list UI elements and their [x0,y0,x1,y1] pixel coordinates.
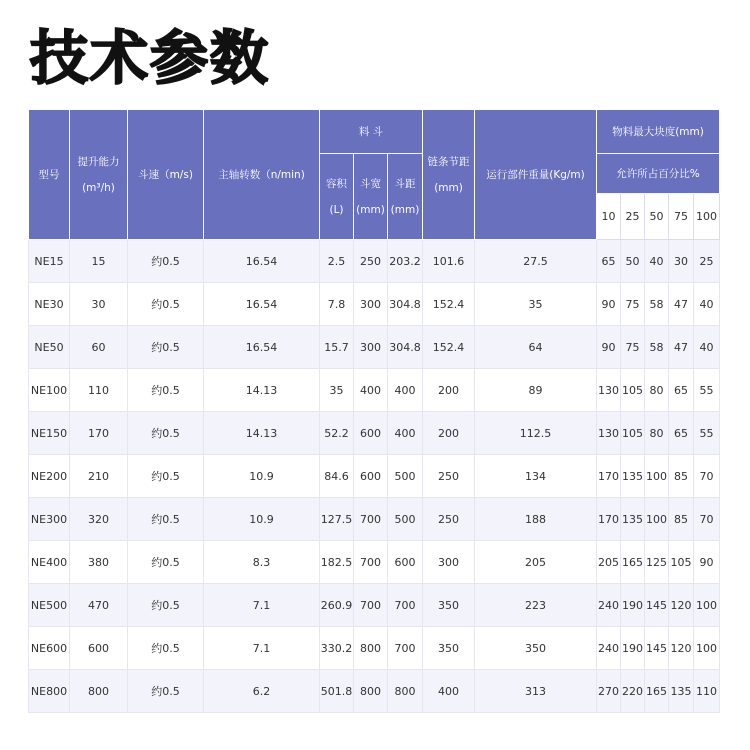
table-cell: 约0.5 [128,283,204,326]
table-cell: 16.54 [204,240,320,283]
table-cell: 800 [354,670,388,713]
header-bucket-volume-label: 容积 [326,177,347,190]
table-cell: 7.8 [320,283,354,326]
table-cell: NE800 [29,670,70,713]
table-cell: 120 [669,584,694,627]
table-cell: 320 [70,498,128,541]
header-chain-pitch [423,110,475,240]
table-cell: 约0.5 [128,584,204,627]
table-cell: 35 [475,283,597,326]
table-cell: 105 [621,369,645,412]
table-cell: NE15 [29,240,70,283]
table-cell: 130 [597,412,621,455]
table-cell: 84.6 [320,455,354,498]
header-percent-75: 75 [669,194,694,240]
table-cell: 约0.5 [128,240,204,283]
table-cell: 152.4 [423,283,475,326]
table-cell: 约0.5 [128,326,204,369]
table-cell: 10.9 [204,455,320,498]
table-cell: 350 [475,627,597,670]
table-cell: 15.7 [320,326,354,369]
table-cell: 240 [597,627,621,670]
table-cell: 约0.5 [128,369,204,412]
table-cell: 110 [694,670,720,713]
table-cell: 70 [694,455,720,498]
table-cell: 约0.5 [128,670,204,713]
table-row [29,627,720,670]
table-cell: 135 [621,455,645,498]
table-cell: 190 [621,584,645,627]
table-cell: 35 [320,369,354,412]
table-cell: 85 [669,455,694,498]
table-cell: 300 [423,541,475,584]
table-cell: 500 [388,455,423,498]
table-cell: 40 [645,240,669,283]
table-cell: 70 [694,498,720,541]
table-cell: 203.2 [388,240,423,283]
table-cell: 700 [388,627,423,670]
table-cell: 205 [475,541,597,584]
spec-table-body [29,240,720,713]
table-cell: 110 [70,369,128,412]
table-cell: 约0.5 [128,541,204,584]
table-cell: 101.6 [423,240,475,283]
table-cell: 250 [423,455,475,498]
table-cell: 800 [354,627,388,670]
table-cell: 205 [597,541,621,584]
table-cell: 14.13 [204,369,320,412]
table-cell: NE400 [29,541,70,584]
table-cell: 40 [694,326,720,369]
table-cell: 27.5 [475,240,597,283]
table-cell: 14.13 [204,412,320,455]
header-bucket-pitch [388,154,423,240]
header-capacity-label: 提升能力 [77,155,120,168]
table-cell: 700 [354,541,388,584]
header-capacity-unit: (m³/h) [82,181,115,194]
table-cell: NE150 [29,412,70,455]
table-row [29,283,720,326]
header-percent-10: 10 [597,194,621,240]
table-cell: 223 [475,584,597,627]
header-lump-sub: 允许所占百分比% [597,154,720,194]
table-cell: 7.1 [204,627,320,670]
header-bucket-width-unit: (mm) [356,203,385,216]
spec-table [28,109,720,713]
table-cell: 800 [70,670,128,713]
table-cell: 30 [669,240,694,283]
header-lump-group: 物料最大块度(mm) [597,110,720,154]
table-cell: 112.5 [475,412,597,455]
table-cell: 400 [388,412,423,455]
table-cell: 700 [354,584,388,627]
header-bucket-volume-unit: (L) [329,203,344,216]
header-model: 型号 [29,110,70,240]
table-row [29,541,720,584]
table-row [29,584,720,627]
table-cell: NE200 [29,455,70,498]
table-cell: 105 [621,412,645,455]
table-cell: 700 [354,498,388,541]
table-row [29,326,720,369]
table-cell: 600 [354,455,388,498]
table-cell: 65 [669,369,694,412]
table-cell: 300 [354,283,388,326]
table-cell: 75 [621,326,645,369]
header-rpm: 主轴转数（n/min) [204,110,320,240]
table-cell: 400 [388,369,423,412]
table-cell: NE30 [29,283,70,326]
table-cell: 600 [388,541,423,584]
table-row [29,240,720,283]
table-cell: 15 [70,240,128,283]
header-bucket-group: 料 斗 [320,110,423,154]
header-chain-pitch-unit: (mm) [434,181,463,194]
table-cell: 100 [645,498,669,541]
table-cell: 152.4 [423,326,475,369]
table-cell: 100 [694,584,720,627]
table-cell: 600 [354,412,388,455]
table-cell: 约0.5 [128,412,204,455]
header-percent-25: 25 [621,194,645,240]
table-cell: 16.54 [204,326,320,369]
table-cell: 170 [597,455,621,498]
table-cell: 170 [597,498,621,541]
header-moving-weight: 运行部件重量(Kg/m) [475,110,597,240]
table-row [29,455,720,498]
table-cell: 400 [423,670,475,713]
table-cell: 250 [423,498,475,541]
table-cell: 220 [621,670,645,713]
table-cell: 89 [475,369,597,412]
table-cell: 58 [645,283,669,326]
table-cell: 105 [669,541,694,584]
table-cell: 250 [354,240,388,283]
table-cell: 64 [475,326,597,369]
table-cell: 40 [694,283,720,326]
header-percent-50: 50 [645,194,669,240]
table-cell: 30 [70,283,128,326]
table-cell: 304.8 [388,326,423,369]
table-cell: NE500 [29,584,70,627]
table-cell: 501.8 [320,670,354,713]
table-cell: 170 [70,412,128,455]
table-cell: 300 [354,326,388,369]
table-cell: 55 [694,412,720,455]
table-cell: 270 [597,670,621,713]
header-bucket-pitch-label: 斗距 [394,177,416,190]
table-cell: 52.2 [320,412,354,455]
table-cell: 47 [669,326,694,369]
table-cell: 10.9 [204,498,320,541]
table-cell: 134 [475,455,597,498]
table-cell: 75 [621,283,645,326]
table-cell: 65 [597,240,621,283]
header-speed: 斗速（m/s) [128,110,204,240]
table-cell: 165 [621,541,645,584]
table-cell: 200 [423,369,475,412]
table-cell: 90 [597,283,621,326]
table-cell: 240 [597,584,621,627]
table-cell: 400 [354,369,388,412]
table-cell: 350 [423,584,475,627]
table-cell: NE100 [29,369,70,412]
header-percent-100: 100 [694,194,720,240]
header-capacity [70,110,128,240]
page-title: 技术参数 [30,24,271,92]
table-cell: 约0.5 [128,627,204,670]
header-bucket-pitch-unit: (mm) [390,203,420,216]
header-chain-pitch-label: 链条节距 [427,155,470,168]
table-cell: 190 [621,627,645,670]
table-cell: 65 [669,412,694,455]
table-cell: 135 [669,670,694,713]
table-cell: 16.54 [204,283,320,326]
table-cell: 330.2 [320,627,354,670]
table-cell: 380 [70,541,128,584]
table-cell: 50 [621,240,645,283]
table-cell: 约0.5 [128,455,204,498]
table-cell: 6.2 [204,670,320,713]
table-cell: NE300 [29,498,70,541]
table-cell: 260.9 [320,584,354,627]
table-cell: NE50 [29,326,70,369]
table-row [29,670,720,713]
table-cell: 125 [645,541,669,584]
table-row [29,369,720,412]
table-cell: 约0.5 [128,498,204,541]
table-row [29,498,720,541]
table-cell: 8.3 [204,541,320,584]
table-cell: 2.5 [320,240,354,283]
table-cell: 182.5 [320,541,354,584]
table-cell: 313 [475,670,597,713]
table-row [29,412,720,455]
table-cell: 85 [669,498,694,541]
table-cell: 58 [645,326,669,369]
table-cell: 165 [645,670,669,713]
table-cell: 100 [645,455,669,498]
table-cell: 600 [70,627,128,670]
table-cell: 120 [669,627,694,670]
table-cell: 100 [694,627,720,670]
table-cell: 47 [669,283,694,326]
header-bucket-width-label: 斗宽 [360,177,381,190]
table-cell: 188 [475,498,597,541]
table-cell: 470 [70,584,128,627]
table-cell: 145 [645,584,669,627]
table-cell: 500 [388,498,423,541]
header-bucket-width [354,154,388,240]
table-cell: 700 [388,584,423,627]
table-cell: 350 [423,627,475,670]
table-cell: 80 [645,412,669,455]
table-cell: 135 [621,498,645,541]
table-cell: 145 [645,627,669,670]
table-cell: 60 [70,326,128,369]
table-cell: 25 [694,240,720,283]
table-cell: 7.1 [204,584,320,627]
table-cell: NE600 [29,627,70,670]
table-cell: 210 [70,455,128,498]
table-cell: 80 [645,369,669,412]
table-cell: 90 [694,541,720,584]
table-cell: 200 [423,412,475,455]
table-cell: 90 [597,326,621,369]
table-cell: 127.5 [320,498,354,541]
table-cell: 800 [388,670,423,713]
header-bucket-volume [320,154,354,240]
table-cell: 55 [694,369,720,412]
table-cell: 304.8 [388,283,423,326]
table-cell: 130 [597,369,621,412]
